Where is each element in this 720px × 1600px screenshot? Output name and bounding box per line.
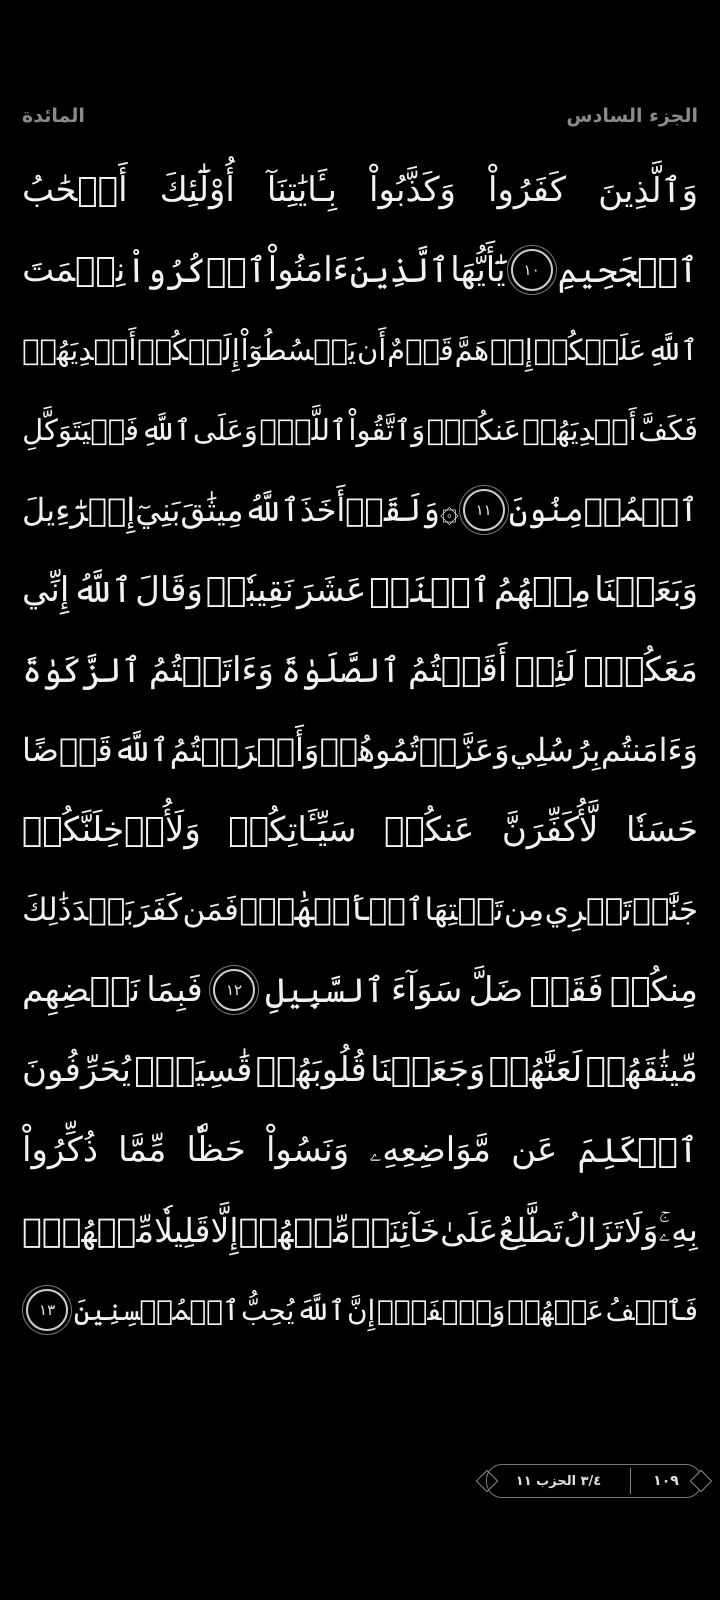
word[interactable]: أَصۡحَٰبُ (22, 170, 128, 210)
word[interactable]: فَكَفَّ (638, 413, 698, 447)
word[interactable]: ٱللَّهُ (72, 570, 133, 611)
word[interactable]: وَكَذَّبُواْ (369, 170, 456, 210)
word[interactable]: خَآئِنَةٖ (350, 1210, 440, 1250)
text-line (22, 710, 698, 790)
word[interactable]: تَزَالُ (563, 1210, 624, 1250)
word[interactable]: ذَٰلِكَ (22, 892, 72, 928)
word[interactable]: عَلَىٰ (440, 1210, 499, 1250)
word[interactable]: قُلُوبَهُمۡ (255, 1050, 367, 1090)
text-line (22, 950, 698, 1030)
ayah-number-marker[interactable]: ١١ (463, 489, 505, 531)
word[interactable]: بِـَٔايَٰتِنَآ (266, 170, 337, 210)
word[interactable]: كَفَرُواْ (488, 170, 567, 210)
word[interactable]: ٱلصَّلَوٰةَ (281, 650, 401, 691)
page-header (22, 96, 698, 136)
text-line (22, 1190, 698, 1270)
word[interactable]: قَلِيلٗا (154, 1210, 211, 1250)
footer-frame (486, 1464, 702, 1498)
word[interactable]: ءَامَنُواْ (267, 250, 349, 290)
word[interactable]: إِنَّ (346, 1293, 376, 1327)
word[interactable]: نَقِيبٗاۖ (205, 570, 294, 610)
word[interactable]: هَمَّ (454, 333, 490, 367)
word[interactable]: وَجَعَلۡنَا (370, 1050, 486, 1090)
text-line (22, 230, 698, 310)
word[interactable]: ٱثۡنَيۡ (369, 570, 491, 611)
word[interactable]: إِذۡ (489, 333, 533, 367)
word[interactable]: جَنَّٰتٖ (632, 892, 698, 928)
word[interactable]: وَقَالَ (135, 570, 203, 610)
word[interactable]: عَلَيۡكُمۡ (533, 333, 647, 367)
word[interactable]: ٱلۡجَحِيمِ (557, 250, 698, 291)
surah-name: المائدة (22, 105, 85, 127)
word[interactable]: لَعَنَّٰهُمۡ (488, 1050, 583, 1090)
word[interactable]: مَعَكُمۡۖ (583, 650, 698, 690)
word[interactable]: مِّيثَٰقَهُمۡ (585, 1050, 698, 1090)
ayah-number-marker[interactable]: ١٢ (213, 969, 255, 1011)
text-line (22, 470, 698, 550)
juz-name: الجزء السادس (566, 105, 698, 127)
word[interactable]: مِّنۡهُمۡ (238, 1210, 351, 1250)
word[interactable]: وَعَزَّرۡتُمُوهُمۡ (319, 731, 510, 769)
word[interactable]: أَيۡدِيَهُمۡ (522, 413, 637, 447)
word[interactable]: فَٱعۡفُ (605, 1293, 698, 1327)
word[interactable]: فَمَن (182, 892, 239, 928)
word[interactable]: ٱلسَّبِيلِ (265, 970, 385, 1011)
word[interactable]: وَٱلَّذِينَ (598, 170, 698, 211)
hizb-indicator: ٣/٤ الحزب ١١ (515, 1473, 602, 1489)
word[interactable]: ٱلۡمُحۡسِنِينَ (73, 1293, 240, 1327)
text-line (22, 310, 698, 390)
word[interactable]: وَٱصۡفَحۡۚ (376, 1293, 506, 1327)
word[interactable]: ۞وَلَقَدۡ (345, 491, 459, 529)
word[interactable]: حَسَنٗا (626, 810, 698, 850)
word[interactable]: ٱللَّهَۚ (259, 413, 347, 447)
word[interactable]: وَلَأُدۡخِلَنَّكُمۡ (22, 810, 201, 850)
word[interactable]: مِن (503, 892, 545, 928)
word[interactable]: فَلۡيَتَوَكَّلِ (22, 413, 140, 447)
word[interactable]: يَٰٓأَيُّهَا (450, 250, 506, 290)
ayah-number-marker[interactable]: ١٠ (511, 249, 553, 291)
word[interactable]: بِرُسُلِي (509, 731, 601, 769)
word[interactable]: إِنِّي (22, 570, 70, 610)
word[interactable]: أَقَمۡتُمُ (407, 650, 508, 690)
word[interactable]: سَوَآءَ (390, 970, 463, 1010)
word[interactable]: يَبۡسُطُوٓاْ (240, 333, 357, 367)
word[interactable]: ذُكِّرُواْ (22, 1130, 98, 1170)
word[interactable]: أُوْلَٰٓئِكَ (159, 170, 235, 210)
word[interactable]: وَءَاتَيۡتُمُ (148, 650, 274, 690)
word[interactable]: عَن (511, 1130, 558, 1170)
word[interactable]: قَرۡضًا (22, 731, 113, 769)
word[interactable]: وَبَعَثۡنَا (594, 570, 698, 610)
word[interactable]: عَنكُمۡۖ (426, 413, 521, 447)
word[interactable]: ٱللَّهَ (113, 731, 170, 769)
word[interactable]: عَنۡهُمۡ (507, 1293, 604, 1327)
word[interactable]: وَءَامَنتُم (600, 731, 698, 769)
word[interactable]: إِسۡرَٰٓءِيلَ (22, 491, 136, 529)
word[interactable]: تَحۡتِهَا (424, 892, 504, 928)
word[interactable]: ٱلۡأَنۡهَٰرُۚ (239, 892, 425, 928)
word[interactable]: يُحِبُّ (241, 1293, 295, 1327)
text-line (22, 870, 698, 950)
word[interactable]: ٱللَّهِ (647, 333, 698, 367)
word[interactable]: ٱللَّهِ (140, 413, 192, 447)
word[interactable]: ٱلۡمُؤۡمِنُونَ (508, 491, 698, 529)
word[interactable]: ٱللَّهُ (243, 491, 300, 529)
text-line (22, 630, 698, 710)
word[interactable]: لَئِنۡ (514, 650, 577, 690)
word[interactable]: ضَلَّ (468, 970, 524, 1010)
page-footer (486, 1464, 702, 1498)
word[interactable]: وَنَسُواْ (265, 1130, 350, 1170)
word[interactable]: بِهِۦۚ (658, 1210, 698, 1249)
word[interactable]: وَٱتَّقُواْ (348, 413, 426, 447)
word[interactable]: مِيثَٰقَ (180, 491, 244, 529)
text-line (22, 1270, 698, 1350)
word[interactable]: قَٰسِيَةٗۖ (134, 1050, 253, 1090)
word[interactable]: مَّوَاضِعِهِۦ (369, 1130, 492, 1170)
word[interactable]: مِنۡهُمُ (493, 570, 592, 610)
word[interactable]: تَطَّلِعُ (498, 1210, 564, 1250)
word[interactable]: تَجۡرِي (544, 892, 632, 928)
text-line (22, 150, 698, 230)
word[interactable]: عَنكُمۡ (384, 810, 475, 850)
word[interactable]: إِلَيۡكُمۡ (137, 333, 240, 367)
word[interactable]: حَظّٗا (186, 1130, 246, 1170)
ayah-number-marker[interactable]: ١٣ (26, 1289, 68, 1331)
word[interactable]: كَفَرَ (134, 892, 183, 928)
word[interactable]: ٱلزَّكَوٰةَ (22, 650, 142, 691)
word[interactable]: ٱللَّهَ (296, 1293, 346, 1327)
word[interactable]: وَلَا (623, 1210, 659, 1250)
word[interactable]: وَأَقۡرَضۡتُمُ (169, 731, 320, 769)
word[interactable]: ٱلَّذِينَ (349, 250, 450, 291)
word[interactable]: بَعۡدَ (71, 892, 135, 928)
word[interactable]: لَّأُكَفِّرَنَّ (501, 810, 599, 850)
word[interactable]: بَنِيٓ (135, 491, 181, 529)
word[interactable]: أَيۡدِيَهُمۡ (22, 333, 137, 367)
text-line (22, 550, 698, 630)
text-line (22, 1110, 698, 1190)
text-line (22, 390, 698, 470)
word[interactable]: سَيِّـَٔاتِكُمۡ (228, 810, 357, 850)
word[interactable]: وَعَلَى (192, 413, 258, 447)
word[interactable]: أَخَذَ (299, 491, 346, 529)
word[interactable]: عَشَرَ (296, 570, 367, 610)
word[interactable]: ٱذۡكُرُواْ (126, 250, 267, 291)
word[interactable]: إِلَّا (210, 1210, 239, 1250)
word[interactable]: فَقَدۡ (529, 970, 604, 1010)
word[interactable]: نَقۡضِهِم (22, 970, 141, 1010)
word[interactable]: مِّمَّا (118, 1130, 167, 1170)
word[interactable]: مِنكُمۡ (609, 970, 698, 1010)
word[interactable]: ٱلۡكَلِمَ (577, 1130, 698, 1171)
text-line (22, 790, 698, 870)
word[interactable]: يُحَرِّفُونَ (22, 1050, 132, 1090)
word[interactable]: نِعۡمَتَ (22, 250, 126, 290)
page-number: ١٠٩ (653, 1473, 679, 1489)
word[interactable]: مِّنۡهُمۡۖ (22, 1210, 155, 1250)
word[interactable]: قَوۡمٌ (387, 333, 454, 367)
word[interactable]: فَبِمَا (146, 970, 203, 1010)
text-line (22, 1030, 698, 1110)
quran-page-text[interactable] (22, 150, 698, 1350)
word[interactable]: أَن (356, 333, 387, 367)
